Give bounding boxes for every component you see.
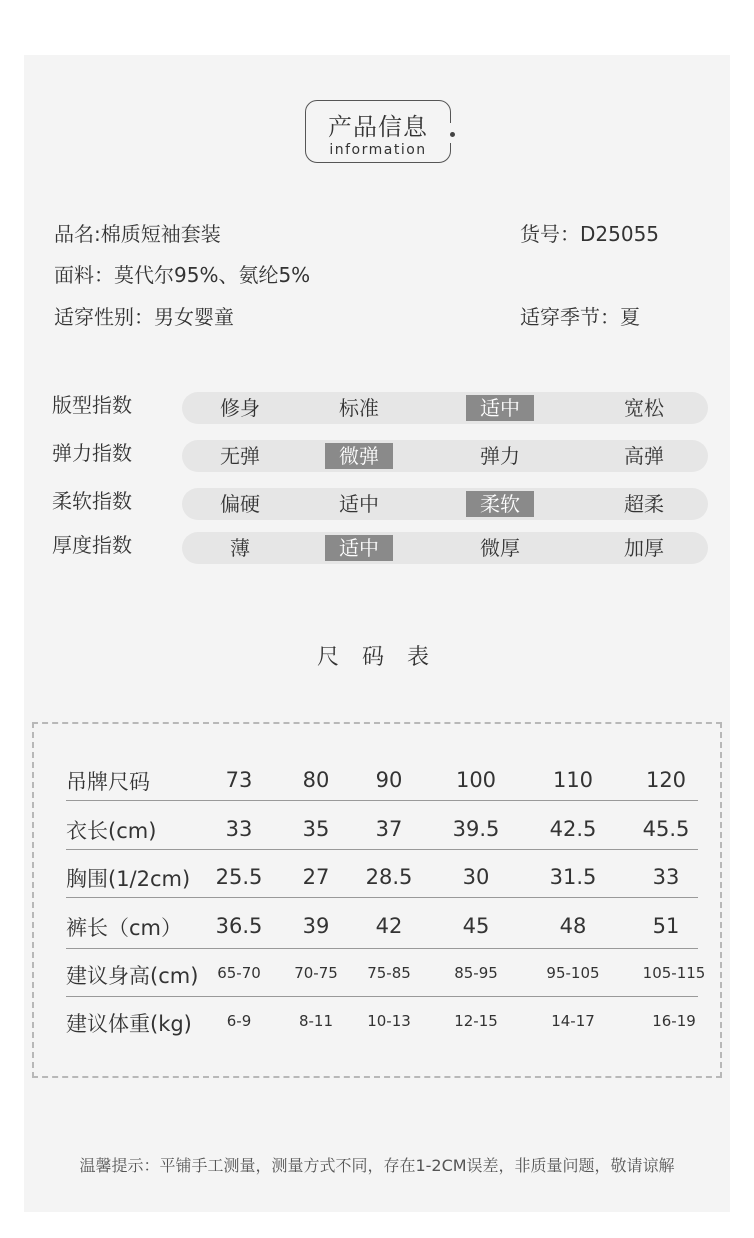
index-bar bbox=[182, 532, 708, 564]
size-cell: 105-115 bbox=[642, 964, 706, 982]
size-cell: 6-9 bbox=[226, 1012, 252, 1030]
index-option-selected: 柔软 bbox=[466, 491, 534, 517]
size-cell: 51 bbox=[652, 914, 680, 938]
size-row-label: 建议体重(kg) bbox=[66, 1012, 192, 1036]
product-fabric: 面料：莫代尔95%、氨纶5% bbox=[54, 263, 311, 287]
size-cell: 110 bbox=[552, 768, 594, 792]
index-option: 宽松 bbox=[624, 396, 664, 420]
index-option: 偏硬 bbox=[220, 492, 260, 516]
index-option: 超柔 bbox=[624, 492, 664, 516]
index-option: 加厚 bbox=[624, 536, 664, 560]
size-cell: 85-95 bbox=[454, 964, 498, 982]
size-cell: 14-17 bbox=[551, 1012, 595, 1030]
size-cell: 27 bbox=[302, 865, 330, 889]
size-cell: 30 bbox=[462, 865, 490, 889]
size-cell: 37 bbox=[375, 817, 403, 841]
index-option: 微厚 bbox=[480, 536, 520, 560]
size-table-title: 尺 码 表 bbox=[317, 645, 437, 670]
size-row-label: 衣长(cm) bbox=[66, 819, 157, 843]
size-cell: 120 bbox=[645, 768, 687, 792]
product-season: 适穿季节：夏 bbox=[520, 305, 640, 329]
index-option-selected: 适中 bbox=[466, 395, 534, 421]
index-bar bbox=[182, 392, 708, 424]
size-cell: 33 bbox=[225, 817, 253, 841]
size-cell: 12-15 bbox=[454, 1012, 498, 1030]
index-option: 修身 bbox=[220, 396, 260, 420]
index-label: 弹力指数 bbox=[52, 441, 132, 465]
size-row-label: 吊牌尺码 bbox=[66, 770, 150, 794]
size-cell: 35 bbox=[302, 817, 330, 841]
section-badge-info bbox=[305, 100, 451, 163]
index-option: 弹力 bbox=[480, 444, 520, 468]
size-cell: 31.5 bbox=[549, 865, 597, 889]
row-divider bbox=[66, 996, 698, 997]
product-name: 品名:棉质短袖套装 bbox=[54, 222, 221, 246]
size-cell: 42.5 bbox=[549, 817, 597, 841]
index-option: 高弹 bbox=[624, 444, 664, 468]
size-cell: 100 bbox=[455, 768, 497, 792]
size-cell: 65-70 bbox=[217, 964, 261, 982]
size-cell: 28.5 bbox=[365, 865, 413, 889]
row-divider bbox=[66, 948, 698, 949]
size-cell: 90 bbox=[375, 768, 403, 792]
index-label: 柔软指数 bbox=[52, 489, 132, 513]
size-cell: 73 bbox=[225, 768, 253, 792]
size-row-label: 裤长（cm） bbox=[66, 916, 183, 940]
index-option-selected: 适中 bbox=[325, 535, 393, 561]
size-cell: 95-105 bbox=[546, 964, 600, 982]
size-cell: 8-11 bbox=[298, 1012, 334, 1030]
index-option: 薄 bbox=[230, 536, 250, 560]
product-gender: 适穿性别：男女婴童 bbox=[54, 305, 234, 329]
size-cell: 10-13 bbox=[367, 1012, 411, 1030]
badge-title-cn: 产品信息 bbox=[328, 113, 428, 141]
badge-dot-icon bbox=[450, 132, 455, 137]
size-row-label: 建议身高(cm) bbox=[66, 964, 199, 988]
size-cell: 25.5 bbox=[215, 865, 263, 889]
size-cell: 75-85 bbox=[367, 964, 411, 982]
badge-title-en: information bbox=[329, 142, 427, 158]
index-option-selected: 微弹 bbox=[325, 443, 393, 469]
index-option: 无弹 bbox=[220, 444, 260, 468]
index-label: 版型指数 bbox=[52, 393, 132, 417]
index-option: 标准 bbox=[339, 396, 379, 420]
size-cell: 48 bbox=[559, 914, 587, 938]
size-cell: 33 bbox=[652, 865, 680, 889]
size-row-label: 胸围(1/2cm) bbox=[66, 867, 191, 891]
size-cell: 45 bbox=[462, 914, 490, 938]
size-cell: 80 bbox=[302, 768, 330, 792]
index-bar bbox=[182, 440, 708, 472]
measurement-tip: 温馨提示：平铺手工测量，测量方式不同，存在1-2CM误差，非质量问题，敬请谅解 bbox=[79, 1156, 675, 1175]
size-cell: 36.5 bbox=[215, 914, 263, 938]
index-label: 厚度指数 bbox=[52, 533, 132, 557]
row-divider bbox=[66, 800, 698, 801]
size-cell: 16-19 bbox=[652, 1012, 696, 1030]
index-option: 适中 bbox=[339, 492, 379, 516]
size-cell: 42 bbox=[375, 914, 403, 938]
size-cell: 45.5 bbox=[642, 817, 690, 841]
row-divider bbox=[66, 849, 698, 850]
size-cell: 39 bbox=[302, 914, 330, 938]
product-item-no: 货号：D25055 bbox=[520, 222, 660, 246]
index-bar bbox=[182, 488, 708, 520]
row-divider bbox=[66, 897, 698, 898]
size-cell: 70-75 bbox=[294, 964, 338, 982]
size-cell: 39.5 bbox=[452, 817, 500, 841]
